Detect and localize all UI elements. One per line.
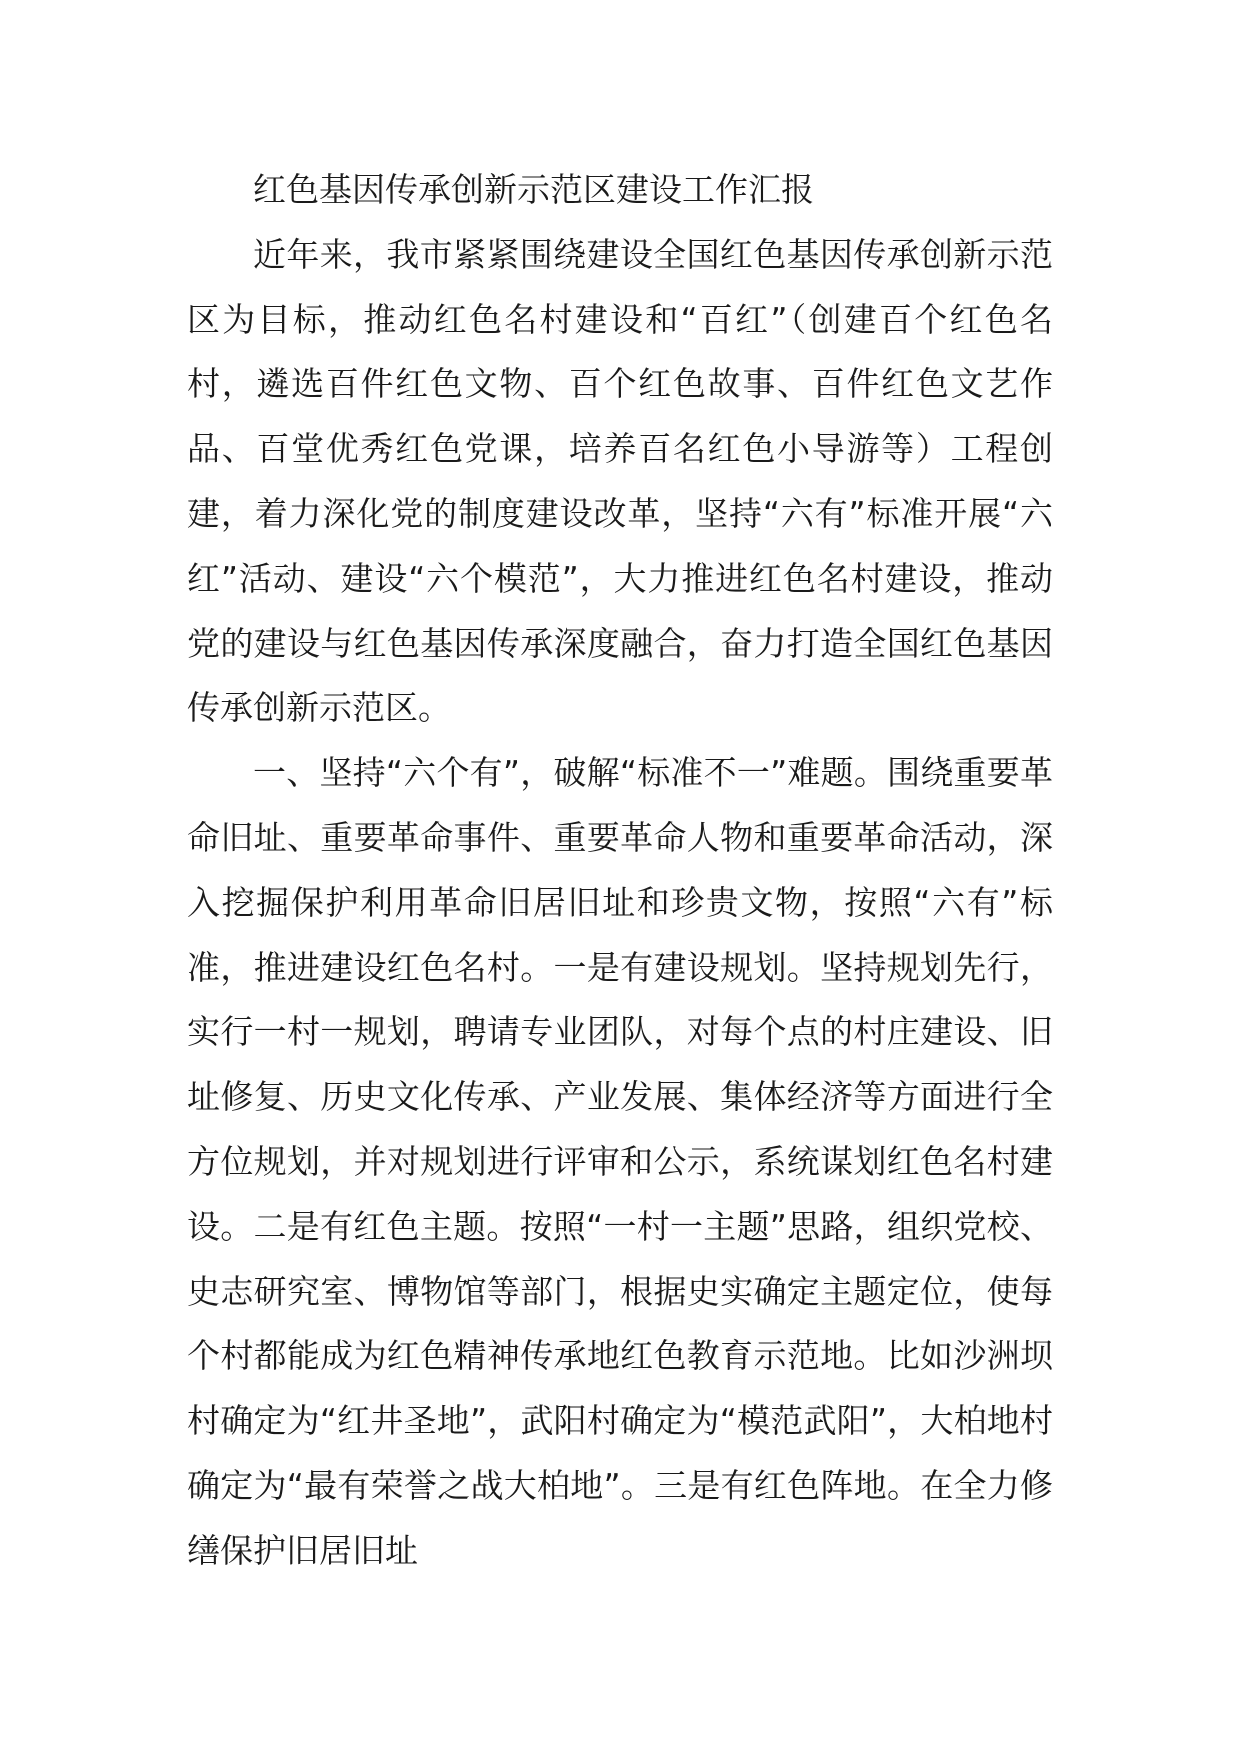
intro-paragraph: 近年来，我市紧紧围绕建设全国红色基因传承创新示范区为目标，推动红色名村建设和“百红”（创建百个红色名村，遴选百件红色文物、百个红色故事、百件红色文艺作品、百堂优秀红色党课，培养百名红色小导游等）工程创建，着力深化党的制度建设改革，坚持“六有”标准开展“六红”活动、建设“六个模范”，大力推进红色名村建设，推动党的建设与红色基因传承深度融合，奋力打造全国红色基因传承创新示范区。 [187, 234, 1053, 728]
document-body [187, 158, 1053, 1584]
document-title: 红色基因传承创新示范区建设工作汇报 [253, 170, 814, 209]
section-one-paragraph: 一、坚持“六个有”，破解“标准不一”难题。围绕重要革命旧址、重要革命事件、重要革命人物和重要革命活动，深入挖掘保护利用革命旧居旧址和珍贵文物，按照“六有”标准，推进建设红色名村。一是有建设规划。坚持规划先行，实行一村一规划，聘请专业团队，对每个点的村庄建设、旧址修复、历史文化传承、产业发展、集体经济等方面进行全方位规划，并对规划进行评审和公示，系统谋划红色名村建设。二是有红色主题。按照“一村一主题”思路，组织党校、史志研究室、博物馆等部门，根据史实确定主题定位，使每个村都能成为红色精神传承地红色教育示范地。比如沙洲坝村确定为“红井圣地”，武阳村确定为“模范武阳”，大柏地村确定为“最有荣誉之战大柏地”。三是有红色阵地。在全力修缮保护旧居旧址 [187, 753, 1053, 1570]
